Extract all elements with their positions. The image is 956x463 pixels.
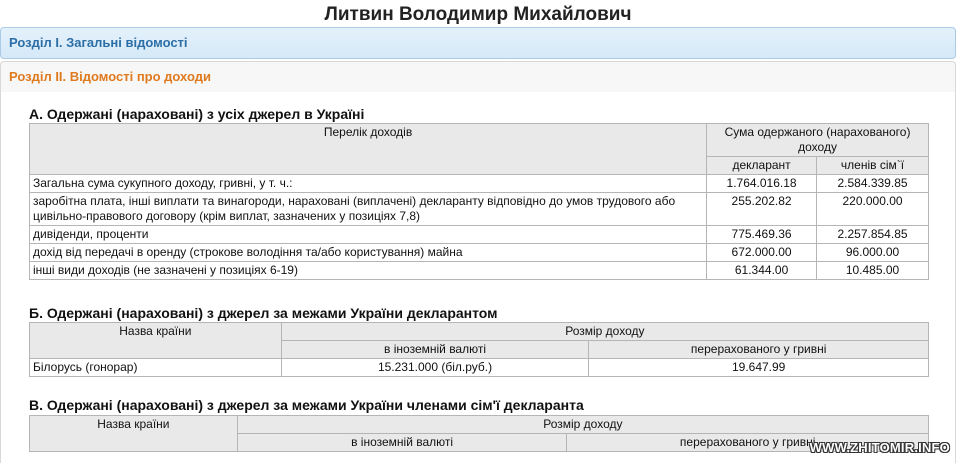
income-label: інші види доходів (не зазначені у позиціях 6-19): [30, 262, 707, 280]
table-row: [30, 244, 929, 262]
col-declarant: декларант: [707, 157, 817, 175]
col-income-sum: Сума одержаного (нарахованого) доходу: [707, 124, 929, 157]
col-income-size: Розмір доходу: [237, 416, 928, 434]
col-country: Назва країни: [30, 416, 238, 452]
table-row: [30, 226, 929, 244]
section-general-header[interactable]: Розділ I. Загальні відомості: [0, 27, 956, 59]
col-foreign-currency: в іноземній валюті: [281, 341, 589, 359]
table-c-foreign-income-family: [29, 415, 929, 452]
col-country: Назва країни: [30, 323, 282, 359]
income-section-content: [0, 92, 956, 463]
income-family: 10.485.00: [817, 262, 929, 280]
income-family: 96.000.00: [817, 244, 929, 262]
income-family: 2.584.339.85: [817, 175, 929, 193]
income-declarant: 61.344.00: [707, 262, 817, 280]
income-label: Загальна сума сукупного доходу, гривні, у т. ч.:: [30, 175, 707, 193]
income-declarant: 672.000.00: [707, 244, 817, 262]
income-label: дивіденди, проценти: [30, 226, 707, 244]
foreign-amount: 15.231.000 (біл.руб.): [281, 359, 589, 377]
table-row: [30, 359, 929, 377]
income-family: 2.257.854.85: [817, 226, 929, 244]
table-b-foreign-income-declarant: [29, 322, 929, 377]
col-income-list: Перелік доходів: [30, 124, 707, 175]
site-watermark: WWW.ZHITOMIR.INFO: [809, 440, 950, 455]
income-label: дохід від передачі в оренду (строкове володіння та/або користування) майна: [30, 244, 707, 262]
country-cell: Білорусь (гонорар): [30, 359, 282, 377]
table-c-title: В. Одержані (нараховані) з джерел за межами України членами сім'ї декларанта: [29, 397, 584, 413]
income-declarant: 255.202.82: [707, 193, 817, 226]
table-row: [30, 193, 929, 226]
table-b-title: Б. Одержані (нараховані) з джерел за межами України декларантом: [29, 305, 498, 321]
col-family: членів сім`ї: [817, 157, 929, 175]
page-title: Литвин Володимир Михайлович: [324, 4, 632, 25]
col-uah: перерахованого у гривні: [589, 341, 929, 359]
income-declarant: 1.764.016.18: [707, 175, 817, 193]
table-a-title: А. Одержані (нараховані) з усіх джерел в Україні: [29, 106, 365, 122]
income-declarant: 775.469.36: [707, 226, 817, 244]
col-foreign-currency: в іноземній валюті: [237, 434, 567, 452]
income-family: 220.000.00: [817, 193, 929, 226]
section-income-header[interactable]: Розділ II. Відомості про доходи: [0, 61, 956, 93]
table-row: [30, 175, 929, 193]
table-row: [30, 262, 929, 280]
col-uah: перерахованого у гривні: [567, 434, 929, 452]
table-a-domestic-income: [29, 123, 929, 280]
col-income-size: Розмір доходу: [281, 323, 928, 341]
uah-amount: 19.647.99: [589, 359, 929, 377]
income-label: заробітна плата, інші виплати та винагороди, нараховані (виплачені) декларанту відповідно до умов трудового або цивільно-правового договору (крім виплат, зазначених у позиціях 7,8): [30, 193, 707, 226]
